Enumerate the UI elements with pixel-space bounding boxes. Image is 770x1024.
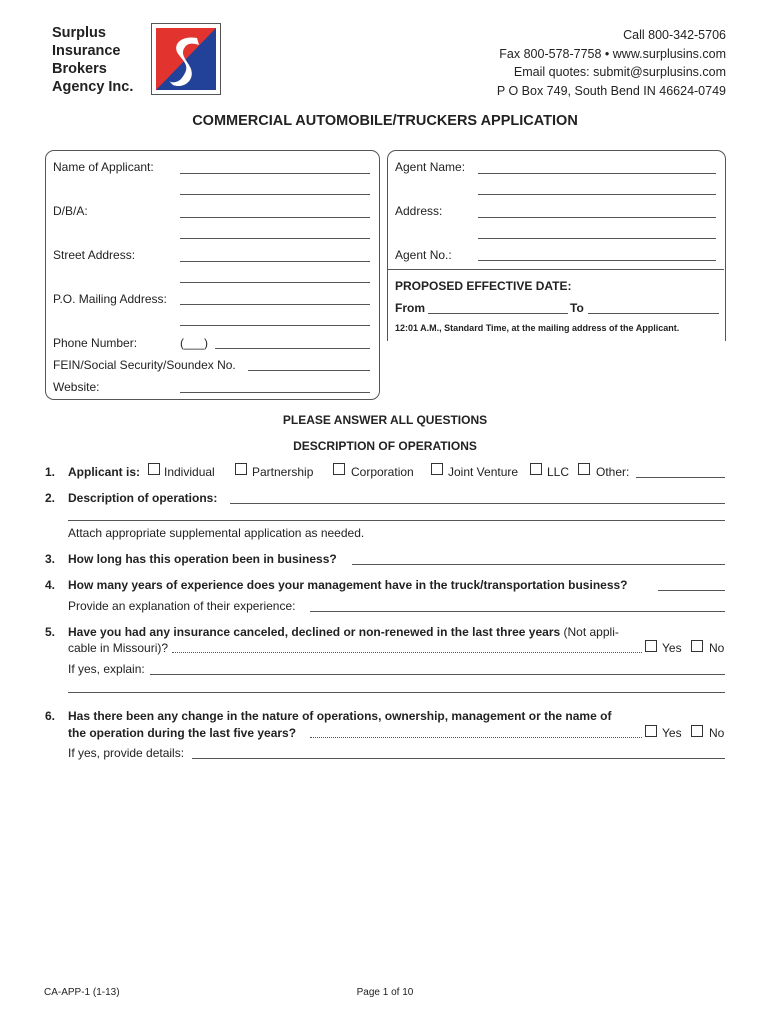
- description-field[interactable]: [230, 503, 725, 504]
- name-of-applicant-field-2[interactable]: [180, 194, 370, 195]
- q6-number: 6.: [45, 709, 56, 723]
- q5-yes-label: Yes: [662, 641, 682, 655]
- q5-no-label: No: [709, 641, 725, 655]
- agent-no-label: Agent No.:: [395, 248, 452, 262]
- contact-info: [497, 26, 726, 101]
- company-logo: [151, 23, 221, 95]
- joint-venture-label: Joint Venture: [448, 465, 519, 479]
- phone-number: Call 800-342-5706: [623, 28, 726, 42]
- website-field[interactable]: [180, 392, 370, 393]
- q5-explain-field-2[interactable]: [68, 692, 725, 693]
- q6-yes-checkbox[interactable]: [645, 725, 657, 737]
- phone-number-field[interactable]: [215, 348, 370, 349]
- q2-label: Description of operations:: [68, 491, 218, 505]
- joint-venture-checkbox[interactable]: [431, 463, 443, 475]
- phone-area-code: (___): [180, 336, 209, 350]
- answer-all-heading: PLEASE ANSWER ALL QUESTIONS: [282, 413, 488, 427]
- other-field[interactable]: [636, 477, 725, 478]
- page-number: Page 1 of 10: [356, 987, 414, 998]
- q6-no-label: No: [709, 726, 725, 740]
- q5-yes-checkbox[interactable]: [645, 640, 657, 652]
- description-heading: DESCRIPTION OF OPERATIONS: [293, 439, 477, 453]
- street-address-label: Street Address:: [53, 248, 136, 262]
- q6-details-field[interactable]: [192, 758, 725, 759]
- po-mailing-address-label: P.O. Mailing Address:: [53, 292, 167, 306]
- street-address-field[interactable]: [180, 261, 370, 262]
- q6-details-label: If yes, provide details:: [68, 746, 185, 760]
- q4-label: How many years of experience does your management have in the truck/transportation business?: [68, 578, 628, 592]
- agent-address-field[interactable]: [478, 217, 716, 218]
- agent-address-field-2[interactable]: [478, 238, 716, 239]
- page-title: COMMERCIAL AUTOMOBILE/TRUCKERS APPLICATION: [192, 113, 578, 129]
- individual-label: Individual: [164, 465, 215, 479]
- from-label: From: [395, 301, 425, 315]
- fein-label: FEIN/Social Security/Soundex No.: [53, 358, 236, 372]
- corporation-checkbox[interactable]: [333, 463, 345, 475]
- q4-number: 4.: [45, 578, 56, 592]
- fax-website: Fax 800-578-7758 • www.surplusins.com: [499, 46, 726, 61]
- q1-label: Applicant is:: [68, 465, 141, 479]
- to-date-field[interactable]: [588, 313, 719, 314]
- dba-field-2[interactable]: [180, 238, 370, 239]
- agent-name-field-2[interactable]: [478, 194, 716, 195]
- agent-name-field[interactable]: [478, 173, 716, 174]
- q5-question: Have you had any insurance canceled, declined or non-renewed in the last three years (Not appli-: [68, 625, 619, 639]
- street-address-field-2[interactable]: [180, 282, 370, 283]
- q5-no-checkbox[interactable]: [691, 640, 703, 652]
- q5-explain-field[interactable]: [150, 674, 725, 675]
- dba-label: D/B/A:: [53, 204, 88, 218]
- q6-question-line2: the operation during the last five years?: [68, 726, 297, 740]
- other-checkbox[interactable]: [578, 463, 590, 475]
- attach-note: Attach appropriate supplemental application as needed.: [68, 526, 365, 540]
- po-mailing-address-field-2[interactable]: [180, 325, 370, 326]
- phone-number-label: Phone Number:: [53, 336, 138, 350]
- q6-question: Has there been any change in the nature of operations, ownership, management or the name of: [68, 709, 612, 723]
- llc-label: LLC: [547, 465, 570, 479]
- effective-time-note: 12:01 A.M., Standard Time, at the mailing address of the Applicant.: [395, 323, 680, 333]
- q3-label: How long has this operation been in business?: [68, 552, 337, 566]
- po-mailing-address-field[interactable]: [180, 304, 370, 305]
- q5-leader-dots: [172, 642, 642, 653]
- description-field-2[interactable]: [68, 520, 725, 521]
- q6-no-checkbox[interactable]: [691, 725, 703, 737]
- q3-number: 3.: [45, 552, 56, 566]
- corporation-label: Corporation: [351, 465, 414, 479]
- experience-explain-field[interactable]: [310, 611, 725, 612]
- other-label: Other:: [596, 465, 630, 479]
- fein-field[interactable]: [248, 370, 370, 371]
- effective-date-heading: PROPOSED EFFECTIVE DATE:: [395, 279, 572, 293]
- website-label: Website:: [53, 380, 100, 394]
- agent-no-field[interactable]: [478, 260, 716, 261]
- q5-question-line2: cable in Missouri)?: [68, 641, 169, 655]
- agent-address-label: Address:: [395, 204, 443, 218]
- q2-number: 2.: [45, 491, 56, 505]
- form-id: CA-APP-1 (1-13): [44, 987, 120, 998]
- agent-box-divider: [387, 269, 724, 270]
- years-in-business-field[interactable]: [352, 564, 725, 565]
- llc-checkbox[interactable]: [530, 463, 542, 475]
- name-of-applicant-label: Name of Applicant:: [53, 160, 154, 174]
- q1-number: 1.: [45, 465, 56, 479]
- to-label: To: [570, 301, 584, 315]
- email: Email quotes: submit@surplusins.com: [513, 65, 726, 80]
- experience-years-field[interactable]: [658, 590, 725, 591]
- q5-number: 5.: [45, 625, 56, 639]
- name-of-applicant-field[interactable]: [180, 173, 370, 174]
- experience-explain-label: Provide an explanation of their experience:: [68, 599, 296, 613]
- q5-explain-label: If yes, explain:: [68, 662, 145, 676]
- partnership-label: Partnership: [252, 465, 314, 479]
- partnership-checkbox[interactable]: [235, 463, 247, 475]
- dba-field[interactable]: [180, 217, 370, 218]
- q6-yes-label: Yes: [662, 726, 682, 740]
- agent-name-label: Agent Name:: [395, 160, 466, 174]
- q6-leader-dots: [310, 727, 642, 738]
- company-name: Surplus Insurance Brokers Agency Inc.: [52, 25, 134, 95]
- po-box: P O Box 749, South Bend IN 46624-0749: [496, 84, 726, 99]
- individual-checkbox[interactable]: [148, 463, 160, 475]
- from-date-field[interactable]: [428, 313, 568, 314]
